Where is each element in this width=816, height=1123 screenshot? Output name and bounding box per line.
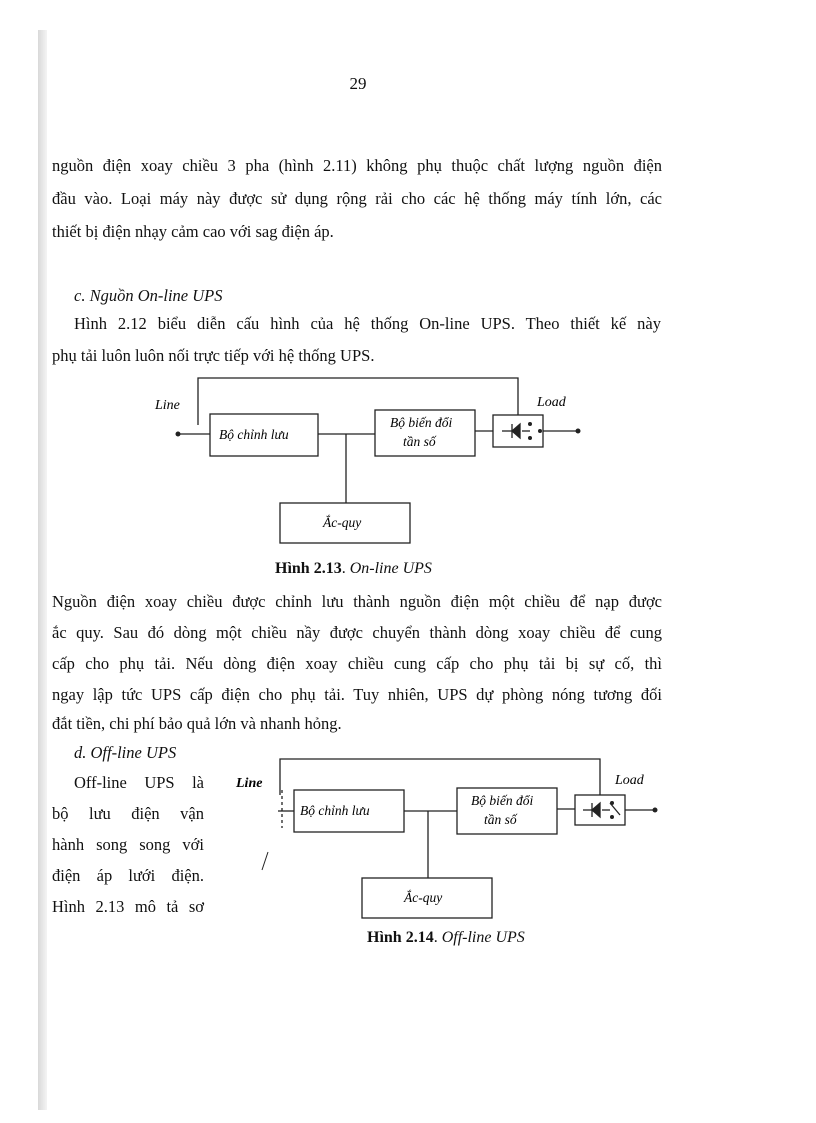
intro-line-3: thiết bị điện nhạy cảm cao với sag điện áp. (52, 222, 334, 241)
section-c-line-2: phụ tải luôn luôn nối trực tiếp với hệ thống UPS. (52, 346, 375, 365)
caption-13-sep: . (341, 560, 350, 577)
inverter-label-13-line2: tần số (403, 434, 436, 449)
body-line-5: đắt tiền, chi phí bảo quả lớn và nhanh hỏng. (52, 714, 342, 733)
inverter-label-14-line1: Bộ biến đổi (471, 793, 534, 808)
line-label-13: Line (155, 398, 180, 413)
body-line-1: Nguồn điện xoay chiều được chỉnh lưu thành nguồn điện một chiều để nạp được (52, 592, 662, 611)
page-number: 29 (349, 74, 367, 93)
section-d-line-5: Hình 2.13 mô tả sơ (52, 897, 204, 916)
section-c-line-1: Hình 2.12 biểu diễn cấu hình của hệ thống On-line UPS. Theo thiết kế này (74, 314, 661, 333)
caption-14-sep: . (433, 929, 442, 946)
load-terminal-14 (653, 808, 658, 813)
inverter-label-13-line1: Bộ biến đổi (390, 415, 453, 430)
caption-14-number: Hình 2.14 (367, 929, 434, 946)
battery-label-13: Ắc-quy (323, 515, 362, 530)
rectifier-label-14: Bộ chỉnh lưu (300, 803, 370, 818)
body-line-2: ắc quy. Sau đó dòng một chiều nầy được chuyển thành dòng xoay chiều để cung (52, 623, 662, 642)
section-d-line-1: Off-line UPS là (74, 773, 204, 792)
body-line-4: ngay lập tức UPS cấp điện cho phụ tải. Tuy nhiên, UPS dự phòng nóng tương đối (52, 685, 662, 704)
section-d-line-4: điện áp lưới điện. (52, 866, 204, 885)
section-d-line-3: hành song song với (52, 835, 204, 854)
section-c-heading: c. Nguồn On-line UPS (74, 286, 223, 305)
figure-2-14-caption (367, 929, 525, 947)
load-label-14: Load (615, 773, 644, 788)
intro-line-1: nguồn điện xoay chiều 3 pha (hình 2.11) không phụ thuộc chất lượng nguồn điện (52, 156, 662, 175)
section-d-line-2: bộ lưu điện vận (52, 804, 204, 823)
battery-label-14: Ắc-quy (404, 890, 443, 905)
intro-line-2: đầu vào. Loại máy này được sử dụng rộng rải cho các hệ thống máy tính lớn, các (52, 189, 662, 208)
line-label-14: Line (236, 776, 263, 791)
section-d-heading: d. Off-line UPS (74, 743, 177, 762)
load-label-13: Load (537, 395, 566, 410)
inverter-label-14-line2: tần số (484, 812, 517, 827)
caption-13-title: On-line UPS (349, 560, 432, 577)
caption-14-title: Off-line UPS (441, 929, 525, 946)
body-line-3: cấp cho phụ tải. Nếu dòng điện xoay chiều cung cấp cho phụ tải bị sự cố, thì (52, 654, 662, 673)
caption-13-number: Hình 2.13 (275, 560, 342, 577)
rectifier-label-13: Bộ chỉnh lưu (219, 427, 289, 442)
